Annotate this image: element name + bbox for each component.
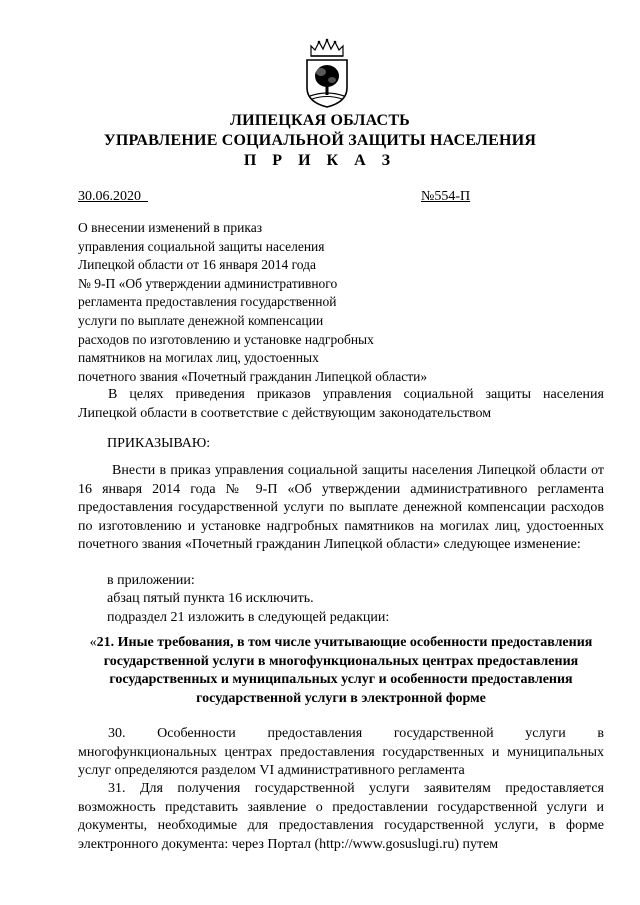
document-date-value: 30.06.2020: [78, 189, 141, 204]
subject-line: О внесении изменений в приказ: [78, 220, 263, 235]
subject-line: Липецкой области от 16 января 2014 года: [78, 257, 317, 273]
document-date: [78, 189, 148, 205]
amendment-item-2: абзац пятый пункта 16 исключить.: [107, 591, 314, 606]
subject-line: № 9-П «Об утверждении административного: [78, 275, 338, 291]
coat-of-arms-emblem: [301, 38, 353, 108]
subject-line: управления социальной защиты населения: [78, 238, 325, 254]
amendment-item-1: в приложении:: [107, 573, 195, 588]
region-title: ЛИПЕЦКАЯ ОБЛАСТЬ: [230, 112, 410, 129]
paragraph-30: 30. Особенности предоставления государственной услуги в многофункциональных центрах предоставления государственных и муниципальных услуг определяются разделом VI административного регламента: [78, 726, 604, 778]
section-21-title: 21. Иные требования, в том числе учитывающие особенности предоставления государственной услуги в многофункциональных центрах предоставления государственных и муниципальных услуг и особенности предоставления государственной услуги в электронной форме: [96, 635, 593, 706]
department-title: УПРАВЛЕНИЕ СОЦИАЛЬНОЙ ЗАЩИТЫ НАСЕЛЕНИЯ: [103, 132, 537, 149]
document-number: №554-П: [421, 189, 471, 204]
opening-quote: «: [89, 635, 97, 650]
subject-line: регламента предоставления государственной: [78, 294, 337, 310]
document-subject: [78, 219, 427, 386]
amendment-paragraph: Внести в приказ управления социальной защиты населения Липецкой области от 16 января 2014 года № 9-П «Об утверждении административного регламента предоставления государственной услуги по выплате денежной компенсации расходов по изготовлению и установке надгробных памятников на могилах лиц, удостоенных почетного звания «Почетный гражданин Липецкой области» следующее изменение:: [78, 463, 604, 552]
subject-line: услуги по выплате денежной компенсации: [78, 312, 324, 328]
subject-line: почетного звания «Почетный гражданин Липецкой области»: [78, 368, 428, 384]
document-type-title: П Р И К А З: [243, 152, 397, 169]
section-21-heading: [78, 634, 604, 708]
subject-line: расходов по изготовлению и установке надгробных: [78, 331, 374, 347]
preamble-paragraph: В целях приведения приказов управления социальной защиты населения Липецкой области в соответствие с действующим законодательством: [78, 387, 604, 421]
order-word: ПРИКАЗЫВАЮ:: [107, 436, 211, 451]
amendment-item-3: подраздел 21 изложить в следующей редакции:: [107, 610, 390, 625]
subject-line: памятников на могилах лиц, удостоенных: [78, 350, 319, 366]
paragraph-31: 31. Для получения государственной услуги заявителям предоставляется возможность представить заявление о предоставлении государственной услуги и документы, необходимые для предоставления государственной услуги, в форме электронного документа: через Портал (http://www.gosuslugi.ru) путем: [78, 781, 604, 852]
